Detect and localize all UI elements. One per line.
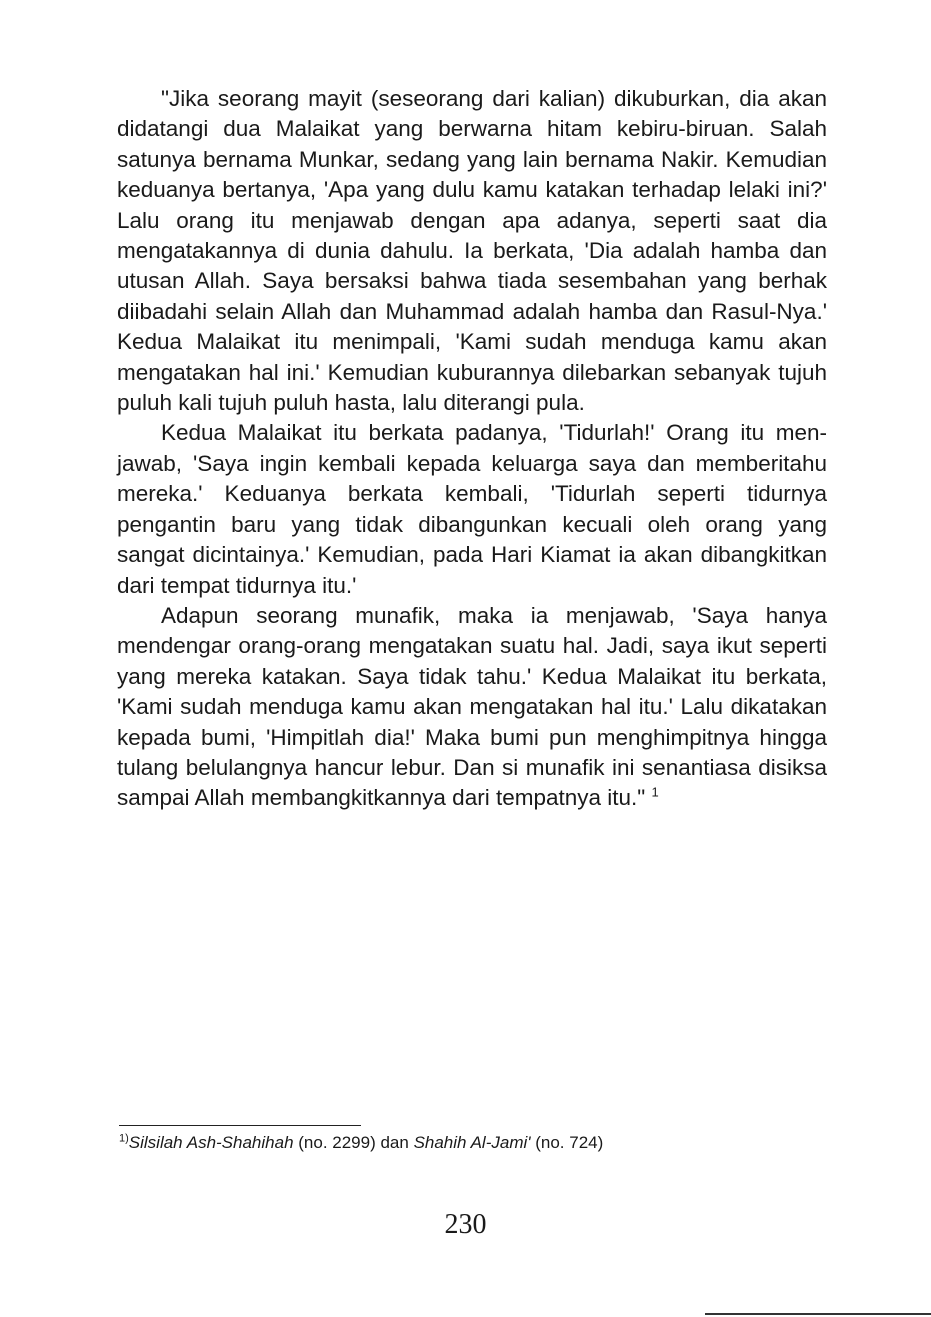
paragraph-2	[117, 418, 827, 600]
footnote-reference: 1	[651, 784, 659, 800]
footnote-source-number-2: (no. 724)	[530, 1133, 604, 1152]
page-number: 230	[444, 1209, 487, 1240]
footnote-divider	[119, 1125, 361, 1126]
paragraph-3-text: Adapun seorang munafik, maka ia menjawab, 'Saya hanya mendengar orang-orang mengatakan suatu hal. Jadi, saya ikut seperti yang mereka katakan. Saya tidak tahu.' Kedua Malaikat itu berkata, 'Kami sudah menduga kamu akan mengatakan hal itu.' Lalu dikatakan kepada bumi, 'Himpitlah dia!' Maka bumi pun menghimpitnya hingga tulang belulangnya hancur lebur. Dan si munafik ini senantiasa disiksa sampai Allah membangkitkannya dari tempatnya itu."	[117, 602, 827, 811]
footnote-source-title-2: Shahih Al-Jami'	[413, 1133, 531, 1152]
footnote-source-title-1: Silsilah Ash-Shahihah	[128, 1133, 294, 1152]
paragraph-1	[117, 84, 827, 418]
body-text	[117, 84, 827, 814]
bottom-edge-line	[705, 1313, 931, 1315]
footnote	[119, 1131, 603, 1155]
paragraph-1-text: "Jika seorang mayit (seseorang dari kalian) dikuburkan, dia akan didatangi dua Malaikat yang berwarna hitam kebiru-biruan. Salah satunya bernama Munkar, sedang yang lain bernama Nakir. Kemudian keduanya bertanya, 'Apa yang dulu kamu katakan terhadap lelaki ini?' Lalu orang itu menjawab dengan apa adanya, seperti saat dia mengatakannya di dunia dahulu. Ia berkata, 'Dia adalah hamba dan utusan Allah. Saya bersaksi bahwa tiada sesembahan yang berhak diibadahi selain Allah dan Muhammad adalah hamba dan Rasul-Nya.' Kedua Malaikat itu menimpali, 'Kami sudah menduga kamu akan mengatakan hal ini.' Kemudian kuburannya dilebarkan sebanyak tujuh puluh kali tujuh puluh hasta, lalu diterangi pula.	[117, 86, 827, 416]
footnote-source-number-1: (no. 2299) dan	[293, 1133, 414, 1152]
paragraph-2-text: Kedua Malaikat itu berkata padanya, 'Tidurlah!' Orang itu menjawab, 'Saya ingin kembali kepada keluarga saya dan memberitahu mereka.' Keduanya berkata kembali, 'Tidurlah seperti tidurnya pengantin baru yang tidak dibangunkan kecuali oleh orang yang sangat dicintainya.' Kemudian, pada Hari Kiamat ia akan dibangkitkan dari tempat tidurnya itu.'	[117, 420, 827, 598]
footnote-mark: 1)	[119, 1132, 129, 1145]
paragraph-3	[117, 601, 827, 814]
